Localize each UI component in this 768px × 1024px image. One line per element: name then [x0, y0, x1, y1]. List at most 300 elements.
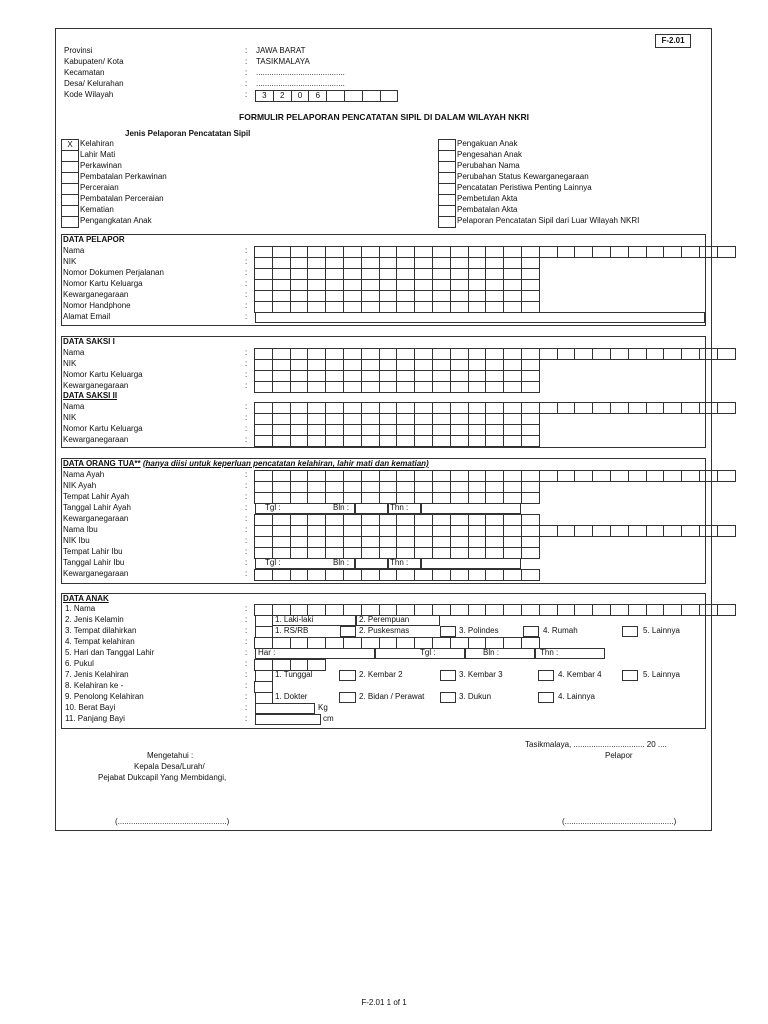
input-cell[interactable] — [663, 525, 682, 537]
orangtua-field-label: Nama Ibu — [63, 525, 98, 534]
jenis-item: Perceraian — [80, 183, 119, 192]
desa-label: Desa/ Kelurahan — [64, 79, 124, 88]
colon: : — [245, 57, 248, 66]
jenis-kelahiran-box[interactable] — [622, 670, 638, 681]
kabupaten-value: TASIKMALAYA — [256, 57, 310, 66]
anak-field-label: 9. Penolong Kelahiran — [65, 692, 144, 701]
colon: : — [245, 46, 248, 55]
orangtua-field-label: Kewarganegaraan — [63, 569, 129, 578]
input-cell[interactable] — [646, 246, 665, 258]
input-cell[interactable] — [646, 525, 665, 537]
input-cell[interactable] — [699, 402, 718, 414]
tgl-label: Tgl : — [265, 503, 281, 512]
input-cell[interactable] — [521, 547, 540, 559]
input-cell[interactable] — [539, 525, 558, 537]
extra-box[interactable] — [421, 558, 521, 569]
jenis-item: Pembatalan Akta — [457, 205, 518, 214]
jenis-kelahiran-option: 2. Kembar 2 — [359, 670, 403, 679]
kode-wilayah-cells — [256, 90, 398, 102]
tgl-label: Tgl : — [420, 648, 436, 657]
input-cell[interactable] — [557, 348, 576, 360]
orangtua-note: (hanya diisi untuk keperluan pencatatan kelahiran, lahir mati dan kematian) — [142, 459, 429, 468]
thn-label: Thn : — [390, 558, 409, 567]
colon: : — [245, 424, 248, 433]
jenis-item: Pembetulan Akta — [457, 194, 518, 203]
tempat-option: 4. Rumah — [543, 626, 578, 635]
kode-label: Kode Wilayah — [64, 90, 114, 99]
input-cell[interactable] — [450, 381, 469, 393]
input-cell[interactable] — [681, 525, 700, 537]
input-cell[interactable] — [681, 604, 700, 616]
colon: : — [245, 514, 248, 523]
input-cell[interactable] — [699, 470, 718, 482]
input-cell[interactable] — [414, 435, 433, 447]
jenis-checkbox[interactable] — [438, 216, 456, 228]
saksi-field-label: Nomor Kartu Keluarga — [63, 424, 143, 433]
saksi-field-label: Kewarganegaraan — [63, 435, 129, 444]
input-cell[interactable] — [646, 402, 665, 414]
bln-label: Bln : — [333, 558, 350, 567]
input-cell[interactable] — [717, 348, 736, 360]
pelapor-field-label: Nomor Handphone — [63, 301, 131, 310]
jenis-item: Pembatalan Perkawinan — [80, 172, 167, 181]
input-cell[interactable] — [521, 435, 540, 447]
input-cell[interactable] — [485, 435, 504, 447]
jk-option: 2. Perempuan — [359, 615, 410, 624]
orangtua-field-label: Tempat Lahir Ayah — [63, 492, 130, 501]
bln-box[interactable] — [465, 648, 535, 659]
input-cell[interactable] — [521, 569, 540, 581]
jenis-item: Pengesahan Anak — [457, 150, 522, 159]
orangtua-field-label: Tanggal Lahir Ibu — [63, 558, 125, 567]
colon: : — [245, 604, 248, 613]
anak-field-label: 5. Hari dan Tanggal Lahir — [65, 648, 155, 657]
input-cell[interactable] — [717, 470, 736, 482]
input-cell[interactable] — [592, 402, 611, 414]
penolong-option: 3. Dukun — [459, 692, 492, 701]
provinsi-label: Provinsi — [64, 46, 93, 55]
colon: : — [245, 558, 248, 567]
anak-field-label: 4. Tempat kelahiran — [65, 637, 135, 646]
input-cell[interactable] — [628, 470, 647, 482]
colon: : — [245, 492, 248, 501]
input-cell[interactable] — [574, 246, 593, 258]
orangtua-field-label: Kewarganegaraan — [63, 514, 129, 523]
input-cell[interactable] — [432, 381, 451, 393]
desa-value[interactable]: ........................................ — [256, 79, 345, 88]
pelapor-field-label: Nomor Dokumen Perjalanan — [63, 268, 164, 277]
har-label: Har : — [258, 648, 276, 657]
input-cell[interactable] — [574, 470, 593, 482]
anak-heading: DATA ANAK — [63, 594, 109, 603]
penolong-box[interactable] — [440, 692, 456, 703]
jenis-heading: Jenis Pelaporan Pencatatan Sipil — [125, 129, 251, 138]
colon: : — [245, 615, 248, 624]
kabupaten-label: Kabupaten/ Kota — [64, 57, 124, 66]
input-cell[interactable] — [450, 569, 469, 581]
input-cell[interactable] — [699, 525, 718, 537]
colon: : — [245, 79, 248, 88]
colon: : — [245, 312, 248, 321]
kg-label: Kg — [318, 703, 328, 712]
jenis-kelahiran-box[interactable] — [440, 670, 456, 681]
saksi-cells — [255, 435, 540, 447]
jenis-item: Perubahan Nama — [457, 161, 520, 170]
anak-field-label: 2. Jenis Kelamin — [65, 615, 124, 624]
input-cell[interactable] — [610, 246, 629, 258]
penolong-box[interactable] — [339, 692, 356, 703]
jenis-kelahiran-option: 3. Kembar 3 — [459, 670, 503, 679]
input-cell[interactable] — [521, 604, 540, 616]
bln-box[interactable] — [355, 558, 388, 569]
input-cell[interactable] — [468, 604, 487, 616]
input-cell[interactable] — [414, 381, 433, 393]
input-cell[interactable] — [592, 525, 611, 537]
form-title: FORMULIR PELAPORAN PENCATATAN SIPIL DI DALAM WILAYAH NKRI — [239, 112, 529, 122]
input-cell[interactable] — [681, 246, 700, 258]
input-cell[interactable] — [574, 402, 593, 414]
tempat-box[interactable] — [523, 626, 539, 637]
pelapor-heading: DATA PELAPOR — [63, 235, 125, 244]
anak-field-label: 3. Tempat dilahirkan — [65, 626, 137, 635]
jenis-item: Kelahiran — [80, 139, 114, 148]
input-cell[interactable] — [628, 348, 647, 360]
input-cell[interactable] — [468, 569, 487, 581]
bln-box[interactable] — [355, 503, 388, 514]
kode-digit[interactable]: 2 — [273, 90, 292, 102]
colon: : — [245, 402, 248, 411]
input-cell[interactable] — [557, 604, 576, 616]
anak-field-label: 11. Panjang Bayi — [65, 714, 125, 723]
jk-frame[interactable] — [272, 615, 356, 626]
input-cell[interactable] — [646, 604, 665, 616]
form-code: F-2.01 — [655, 34, 691, 48]
colon: : — [245, 569, 248, 578]
panjang-box[interactable] — [255, 714, 321, 725]
jenis-item: Pelaporan Pencatatan Sipil dari Luar Wilayah NKRI — [457, 216, 640, 225]
jenis-item: Perubahan Status Kewarganegaraan — [457, 172, 589, 181]
extra-box[interactable] — [421, 503, 521, 514]
input-cell[interactable] — [379, 435, 398, 447]
colon: : — [245, 268, 248, 277]
input-cell[interactable] — [699, 246, 718, 258]
right-signature-line: (.................................................) — [562, 817, 677, 826]
input-cell[interactable] — [663, 604, 682, 616]
thn-label: Thn : — [540, 648, 559, 657]
input-cell[interactable] — [485, 604, 504, 616]
input-cell[interactable] — [628, 525, 647, 537]
colon: : — [245, 626, 248, 635]
input-cell[interactable] — [485, 569, 504, 581]
penolong-option: 4. Lainnya — [558, 692, 595, 701]
input-cell[interactable] — [450, 604, 469, 616]
jenis-item: Lahir Mati — [80, 150, 116, 159]
orangtua-field-label: NIK Ibu — [63, 536, 90, 545]
jenis-item: Perkawinan — [80, 161, 122, 170]
penolong-option: 1. Dokter — [275, 692, 308, 701]
input-cell[interactable] — [628, 402, 647, 414]
kecamatan-value[interactable]: ........................................ — [256, 68, 345, 77]
jenis-item: Pengakuan Anak — [457, 139, 518, 148]
saksi1-heading: DATA SAKSI I — [63, 337, 115, 346]
input-cell[interactable] — [557, 525, 576, 537]
input-cell[interactable] — [663, 470, 682, 482]
input-cell[interactable] — [325, 381, 344, 393]
mengetahui-label: Mengetahui : — [147, 751, 194, 760]
colon: : — [245, 681, 248, 690]
colon: : — [245, 670, 248, 679]
orangtua-cells — [255, 569, 540, 581]
input-cell[interactable] — [361, 569, 380, 581]
kepala-label: Kepala Desa/Lurah/ — [134, 762, 205, 771]
jenis-item: Pengangkatan Anak — [80, 216, 152, 225]
orangtua-field-label: NIK Ayah — [63, 481, 97, 490]
input-cell[interactable] — [503, 569, 522, 581]
colon: : — [245, 290, 248, 299]
berat-box[interactable] — [255, 703, 315, 714]
input-cell[interactable] — [521, 381, 540, 393]
input-cell[interactable] — [539, 246, 558, 258]
input-cell[interactable] — [663, 246, 682, 258]
place-date: Tasikmalaya, ................................ 20 .... — [525, 740, 667, 749]
colon: : — [245, 359, 248, 368]
input-cell[interactable] — [592, 604, 611, 616]
jenis-checkbox[interactable]: X — [61, 139, 79, 151]
email-input[interactable] — [255, 312, 705, 323]
input-cell[interactable] — [646, 470, 665, 482]
input-cell[interactable] — [290, 435, 309, 447]
kecamatan-label: Kecamatan — [64, 68, 105, 77]
input-cell[interactable] — [717, 604, 736, 616]
input-cell[interactable] — [681, 348, 700, 360]
colon: : — [245, 481, 248, 490]
colon: : — [245, 279, 248, 288]
input-cell[interactable] — [574, 604, 593, 616]
jenis-item: Kematian — [80, 205, 114, 214]
input-cell[interactable] — [379, 569, 398, 581]
input-cell[interactable] — [646, 348, 665, 360]
kode-digit[interactable]: 3 — [255, 90, 274, 102]
orangtua-heading: DATA ORANG TUA** — [63, 459, 141, 468]
tempat-option: 5. Lainnya — [643, 626, 680, 635]
colon: : — [245, 90, 248, 99]
input-cell[interactable] — [254, 569, 273, 581]
penolong-box[interactable] — [538, 692, 554, 703]
jenis-checkbox[interactable] — [61, 216, 79, 228]
anak-field-label: 6. Pukul — [65, 659, 94, 668]
input-cell[interactable] — [663, 402, 682, 414]
input-cell[interactable] — [503, 381, 522, 393]
input-cell[interactable] — [539, 402, 558, 414]
input-cell[interactable] — [396, 569, 415, 581]
anak-field-label: 1. Nama — [65, 604, 96, 613]
jenis-kelahiran-box[interactable] — [339, 670, 356, 681]
pelapor-field-label: Alamat Email — [63, 312, 111, 321]
jk-option: 1. Laki-laki — [275, 615, 314, 624]
input-cell[interactable] — [432, 435, 451, 447]
colon: : — [245, 648, 248, 657]
input-cell[interactable] — [503, 604, 522, 616]
cm-label: cm — [323, 714, 334, 723]
anak-field-label: 8. Kelahiran ke - — [65, 681, 124, 690]
pelapor-field-label: Nama — [63, 246, 85, 255]
input-cell[interactable] — [610, 470, 629, 482]
orangtua-field-label: Nama Ayah — [63, 470, 105, 479]
pelapor-field-label: NIK — [63, 257, 77, 266]
tgl-label: Tgl : — [265, 558, 281, 567]
pejabat-label: Pejabat Dukcapil Yang Membidangi, — [98, 773, 227, 782]
colon: : — [245, 470, 248, 479]
input-cell[interactable] — [272, 381, 291, 393]
page-footer: F-2.01 1 of 1 — [361, 998, 407, 1007]
colon: : — [245, 536, 248, 545]
input-cell[interactable] — [414, 569, 433, 581]
kode-digit[interactable] — [326, 90, 345, 102]
input-cell[interactable] — [254, 435, 273, 447]
input-cell[interactable] — [503, 435, 522, 447]
input-cell[interactable] — [325, 569, 344, 581]
input-cell[interactable] — [610, 348, 629, 360]
input-cell[interactable] — [663, 348, 682, 360]
jenis-item: Pembatalan Perceraian — [80, 194, 164, 203]
input-cell[interactable] — [539, 470, 558, 482]
input-cell[interactable] — [557, 402, 576, 414]
input-cell[interactable] — [592, 348, 611, 360]
input-cell[interactable] — [290, 381, 309, 393]
input-cell[interactable] — [539, 348, 558, 360]
colon: : — [245, 435, 248, 444]
colon: : — [245, 525, 248, 534]
input-cell[interactable] — [610, 402, 629, 414]
kode-digit[interactable] — [362, 90, 381, 102]
orangtua-field-label: Tanggal Lahir Ayah — [63, 503, 131, 512]
saksi-cells — [255, 381, 540, 393]
colon: : — [245, 703, 248, 712]
penolong-option: 2. Bidan / Perawat — [359, 692, 425, 701]
colon: : — [245, 246, 248, 255]
colon: : — [245, 547, 248, 556]
input-cell[interactable] — [272, 569, 291, 581]
input-cell[interactable] — [521, 492, 540, 504]
input-cell[interactable] — [343, 569, 362, 581]
input-cell[interactable] — [343, 381, 362, 393]
input-cell[interactable] — [557, 246, 576, 258]
kode-digit[interactable] — [380, 90, 399, 102]
input-cell[interactable] — [699, 604, 718, 616]
jenis-kelahiran-option: 5. Lainnya — [643, 670, 680, 679]
saksi-field-label: Nama — [63, 348, 85, 357]
colon: : — [245, 413, 248, 422]
input-cell[interactable] — [717, 246, 736, 258]
jenis-kelahiran-box[interactable] — [538, 670, 554, 681]
input-cell[interactable] — [325, 435, 344, 447]
input-cell[interactable] — [539, 604, 558, 616]
tempat-option: 2. Puskesmas — [359, 626, 410, 635]
jenis-kelahiran-option: 4. Kembar 4 — [558, 670, 602, 679]
input-cell[interactable] — [485, 381, 504, 393]
input-cell[interactable] — [592, 470, 611, 482]
anak-field-label: 7. Jenis Kelahiran — [65, 670, 129, 679]
jenis-kelahiran-option: 1. Tunggal — [275, 670, 313, 679]
input-cell[interactable] — [610, 525, 629, 537]
input-cell[interactable] — [254, 381, 273, 393]
input-cell[interactable] — [628, 604, 647, 616]
input-cell[interactable] — [468, 435, 487, 447]
orangtua-header — [63, 459, 429, 469]
pelapor-label: Pelapor — [605, 751, 633, 760]
input-cell[interactable] — [628, 246, 647, 258]
input-cell[interactable] — [307, 381, 326, 393]
pelapor-field-label: Nomor Kartu Keluarga — [63, 279, 143, 288]
input-cell[interactable] — [610, 604, 629, 616]
input-cell[interactable] — [361, 435, 380, 447]
input-cell[interactable] — [574, 348, 593, 360]
input-cell[interactable] — [574, 525, 593, 537]
colon: : — [245, 370, 248, 379]
colon: : — [245, 68, 248, 77]
kode-digit[interactable]: 0 — [291, 90, 310, 102]
input-cell[interactable] — [307, 569, 326, 581]
input-cell[interactable] — [592, 246, 611, 258]
tempat-box[interactable] — [622, 626, 638, 637]
input-cell[interactable] — [307, 435, 326, 447]
input-cell[interactable] — [396, 435, 415, 447]
input-cell[interactable] — [343, 435, 362, 447]
input-cell[interactable] — [468, 381, 487, 393]
kode-digit[interactable]: 6 — [308, 90, 327, 102]
colon: : — [245, 692, 248, 701]
saksi-field-label: Nomor Kartu Keluarga — [63, 370, 143, 379]
input-cell[interactable] — [272, 435, 291, 447]
left-signature-line: (.................................................) — [115, 817, 230, 826]
input-cell[interactable] — [717, 525, 736, 537]
input-cell[interactable] — [396, 381, 415, 393]
input-cell[interactable] — [290, 569, 309, 581]
input-cell[interactable] — [681, 470, 700, 482]
tempat-box[interactable] — [440, 626, 456, 637]
colon: : — [245, 714, 248, 723]
input-cell[interactable] — [717, 402, 736, 414]
tempat-box[interactable] — [340, 626, 356, 637]
input-cell[interactable] — [681, 402, 700, 414]
saksi-field-label: NIK — [63, 413, 77, 422]
input-cell[interactable] — [450, 435, 469, 447]
kode-digit[interactable] — [344, 90, 363, 102]
orangtua-field-label: Tempat Lahir Ibu — [63, 547, 123, 556]
input-cell[interactable] — [432, 569, 451, 581]
colon: : — [245, 381, 248, 390]
input-cell[interactable] — [699, 348, 718, 360]
colon: : — [245, 301, 248, 310]
pelapor-field-label: Kewarganegaraan — [63, 290, 129, 299]
colon: : — [245, 503, 248, 512]
colon: : — [245, 257, 248, 266]
bln-label: Bln : — [333, 503, 350, 512]
saksi-field-label: NIK — [63, 359, 77, 368]
input-cell[interactable] — [361, 381, 380, 393]
bln-label: Bln : — [483, 648, 500, 657]
tempat-option: 3. Polindes — [459, 626, 499, 635]
colon: : — [245, 637, 248, 646]
provinsi-value: JAWA BARAT — [256, 46, 306, 55]
saksi2-heading: DATA SAKSI II — [63, 391, 118, 400]
colon: : — [245, 348, 248, 357]
colon: : — [245, 659, 248, 668]
input-cell[interactable] — [379, 381, 398, 393]
input-cell[interactable] — [557, 470, 576, 482]
jk-frame[interactable] — [356, 615, 440, 626]
tempat-option: 1. RS/RB — [275, 626, 309, 635]
